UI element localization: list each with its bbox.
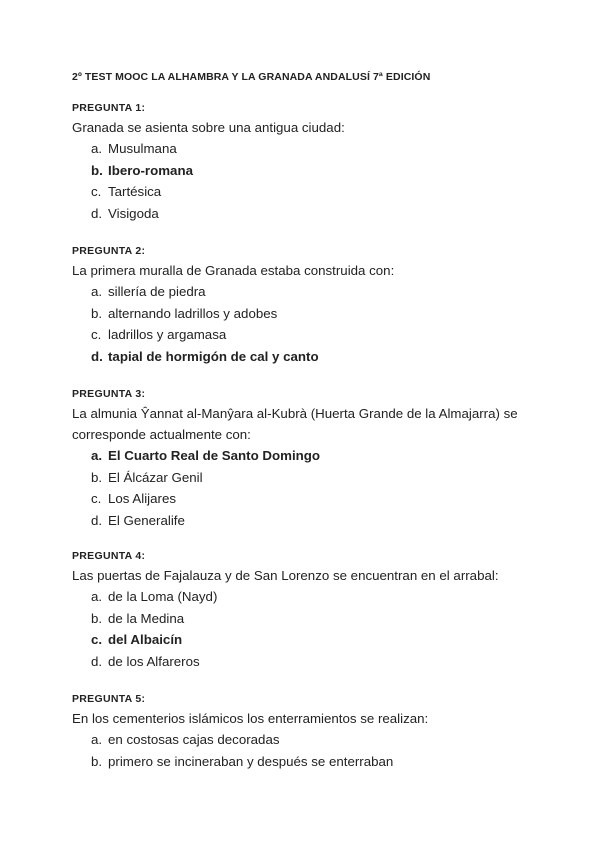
option-list xyxy=(72,586,542,672)
option-list xyxy=(72,445,542,531)
option-b: b. de la Medina xyxy=(91,610,185,626)
question-label: PREGUNTA 4: xyxy=(72,550,146,562)
option-b: b. primero se incineraban y después se enterraban xyxy=(91,753,394,769)
option-a-correct: a. El Cuarto Real de Santo Domingo xyxy=(91,448,321,463)
question-text: La almunia Ŷannat al-Manŷara al-Kubrà (Huerta Grande de la Almajarra) se corresponde actualmente con: xyxy=(72,406,518,442)
document-title: 2º TEST MOOC LA ALHAMBRA Y LA GRANADA ANDALUSÍ 7ª EDICIÓN xyxy=(72,71,431,83)
option-b-correct: b. Ibero-romana xyxy=(91,162,193,178)
question-text: Las puertas de Fajalauza y de San Lorenzo se encuentran en el arrabal: xyxy=(72,568,499,583)
question-5 xyxy=(72,692,542,772)
question-1 xyxy=(72,101,542,224)
option-list xyxy=(72,729,542,772)
question-text: En los cementerios islámicos los enterramientos se realizan: xyxy=(72,711,429,726)
option-d: d. Visigoda xyxy=(91,205,159,221)
option-c: c. ladrillos y argamasa xyxy=(91,327,227,342)
option-c-correct: c. del Albaicín xyxy=(91,632,183,647)
option-a: a. en costosas cajas decoradas xyxy=(91,732,280,747)
option-c: c. Tartésica xyxy=(91,184,162,199)
option-d: d. de los Alfareros xyxy=(91,653,200,669)
option-d: d. El Generalife xyxy=(91,512,185,528)
question-label: PREGUNTA 2: xyxy=(72,245,146,257)
option-list xyxy=(72,281,542,367)
option-list xyxy=(72,138,542,224)
question-3 xyxy=(72,387,542,531)
question-4 xyxy=(72,549,542,672)
question-label: PREGUNTA 3: xyxy=(72,388,146,400)
option-b: b. alternando ladrillos y adobes xyxy=(91,305,278,321)
question-2 xyxy=(72,244,542,367)
question-text: La primera muralla de Granada estaba construida con: xyxy=(72,263,395,278)
option-c: c. Los Alijares xyxy=(91,491,176,506)
option-a: a. sillería de piedra xyxy=(91,284,206,299)
question-label: PREGUNTA 1: xyxy=(72,102,146,114)
option-a: a. Musulmana xyxy=(91,141,177,156)
question-label: PREGUNTA 5: xyxy=(72,693,146,705)
option-b: b. El Álcázar Genil xyxy=(91,469,203,485)
option-d-correct: d. tapial de hormigón de cal y canto xyxy=(91,348,319,364)
question-text: Granada se asienta sobre una antigua ciudad: xyxy=(72,120,345,135)
option-a: a. de la Loma (Nayd) xyxy=(91,589,218,604)
